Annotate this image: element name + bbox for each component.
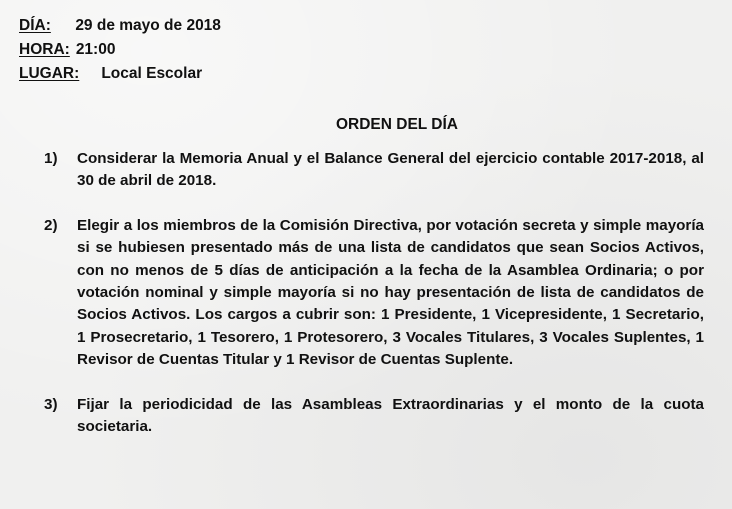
hora-value: 21:00 xyxy=(75,41,116,58)
agenda-item-number: 3) xyxy=(44,395,58,413)
agenda-list xyxy=(44,148,704,438)
document-title: ORDEN DEL DÍA xyxy=(335,116,458,133)
dia-label: DÍA: xyxy=(19,17,51,34)
dia-line xyxy=(19,14,221,38)
agenda-item-number: 1) xyxy=(44,150,58,167)
agenda-item-text: Fijar la periodicidad de las Asambleas Extraordinarias y el monto de la cuota societaria. xyxy=(77,395,704,436)
hora-label: HORA: xyxy=(19,41,70,58)
lugar-value: Local Escolar xyxy=(101,65,203,82)
lugar-label: LUGAR: xyxy=(19,65,80,82)
dia-value: 29 de mayo de 2018 xyxy=(75,17,221,34)
document-header xyxy=(19,14,221,86)
agenda-item xyxy=(44,394,704,439)
lugar-line xyxy=(19,62,221,86)
hora-line xyxy=(19,38,221,62)
agenda-item xyxy=(44,215,704,372)
agenda-item-number: 2) xyxy=(44,216,58,234)
agenda-item-text: Considerar la Memoria Anual y el Balance General del ejercicio contable 2017-2018, al 30 de abril de 2018. xyxy=(77,150,704,190)
agenda-item xyxy=(44,148,704,193)
agenda-item-text: Elegir a los miembros de la Comisión Directiva, por votación secreta y simple mayoría si se hubiesen presentado más de una lista de candidatos que sean Socios Activos, con no menos de 5 días de anticipación a la fecha de la Asamblea Ordinaria; o por votación nominal y simple mayoría si no hay presentación de lista de candidatos de Socios Activos. Los cargos a cubrir son: 1 Presidente, 1 Vicepresidente, 1 Secretario, 1 Prosecretario, 1 Tesorero, 1 Protesorero, 3 Vocales Titulares, 3 Vocales Suplentes, 1 Revisor de Cuentas Titular y 1 Revisor de Cuentas Suplente. xyxy=(77,216,704,369)
